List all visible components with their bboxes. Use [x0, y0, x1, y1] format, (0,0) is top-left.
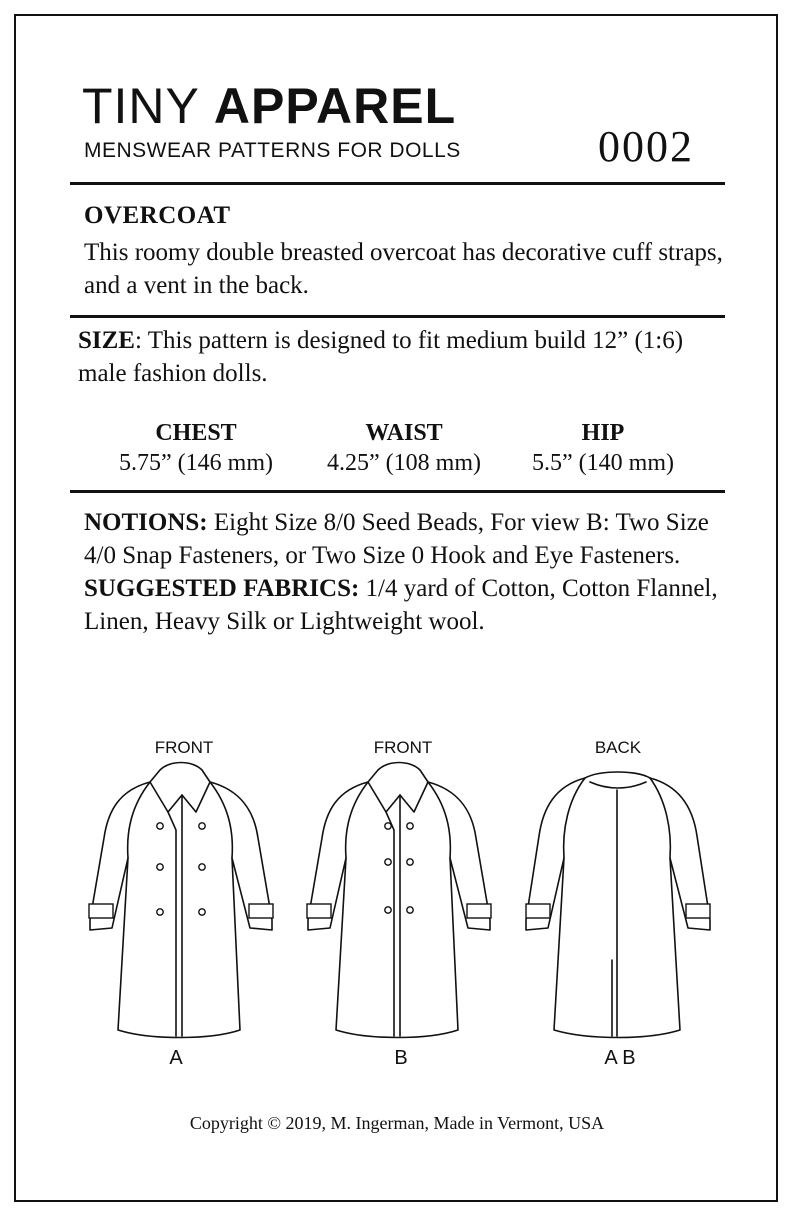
- brand-light: TINY: [82, 78, 199, 134]
- notions-label: NOTIONS:: [84, 509, 208, 536]
- size-text: : This pattern is designed to fit medium build 12” (1:6) male fashion dolls.: [78, 327, 684, 387]
- measurement-label: HIP: [581, 420, 625, 446]
- measurement-value: 5.75” (146 mm): [119, 450, 273, 476]
- coat-view-a-front-icon: [89, 763, 273, 1038]
- coat-view-b-front-icon: [307, 763, 491, 1038]
- brand-bold: APPAREL: [213, 78, 457, 134]
- garment-description: This roomy double breasted overcoat has decorative cuff straps, and a vent in the back.: [84, 239, 723, 299]
- measurement-value: 4.25” (108 mm): [327, 450, 481, 476]
- view-heading: FRONT: [154, 738, 214, 757]
- coat-view-back-icon: [526, 772, 710, 1038]
- view-letter: A: [169, 1047, 183, 1069]
- size-label: SIZE: [78, 327, 135, 354]
- copyright-notice: Copyright © 2019, M. Ingerman, Made in Vermont, USA: [189, 1113, 605, 1133]
- pattern-number: 0002: [598, 122, 694, 171]
- notions-text: Eight Size 8/0 Seed Beads, For view B: Two Size 4/0 Snap Fasteners, or Two Size 0 Hook and Eye Fasteners.: [84, 509, 709, 569]
- brand-tagline: MENSWEAR PATTERNS FOR DOLLS: [84, 139, 461, 162]
- fabrics-text: 1/4 yard of Cotton, Cotton Flannel, Linen, Heavy Silk or Lightweight wool.: [84, 575, 718, 635]
- garment-title: OVERCOAT: [84, 202, 231, 229]
- measurement-label: WAIST: [365, 420, 443, 446]
- view-heading: BACK: [594, 738, 642, 757]
- fabrics-label: SUGGESTED FABRICS:: [84, 575, 360, 602]
- measurement-label: CHEST: [155, 420, 237, 446]
- measurement-value: 5.5” (140 mm): [532, 450, 674, 476]
- view-letter: B: [394, 1047, 408, 1069]
- view-heading: FRONT: [373, 738, 433, 757]
- view-letter: A B: [604, 1047, 636, 1069]
